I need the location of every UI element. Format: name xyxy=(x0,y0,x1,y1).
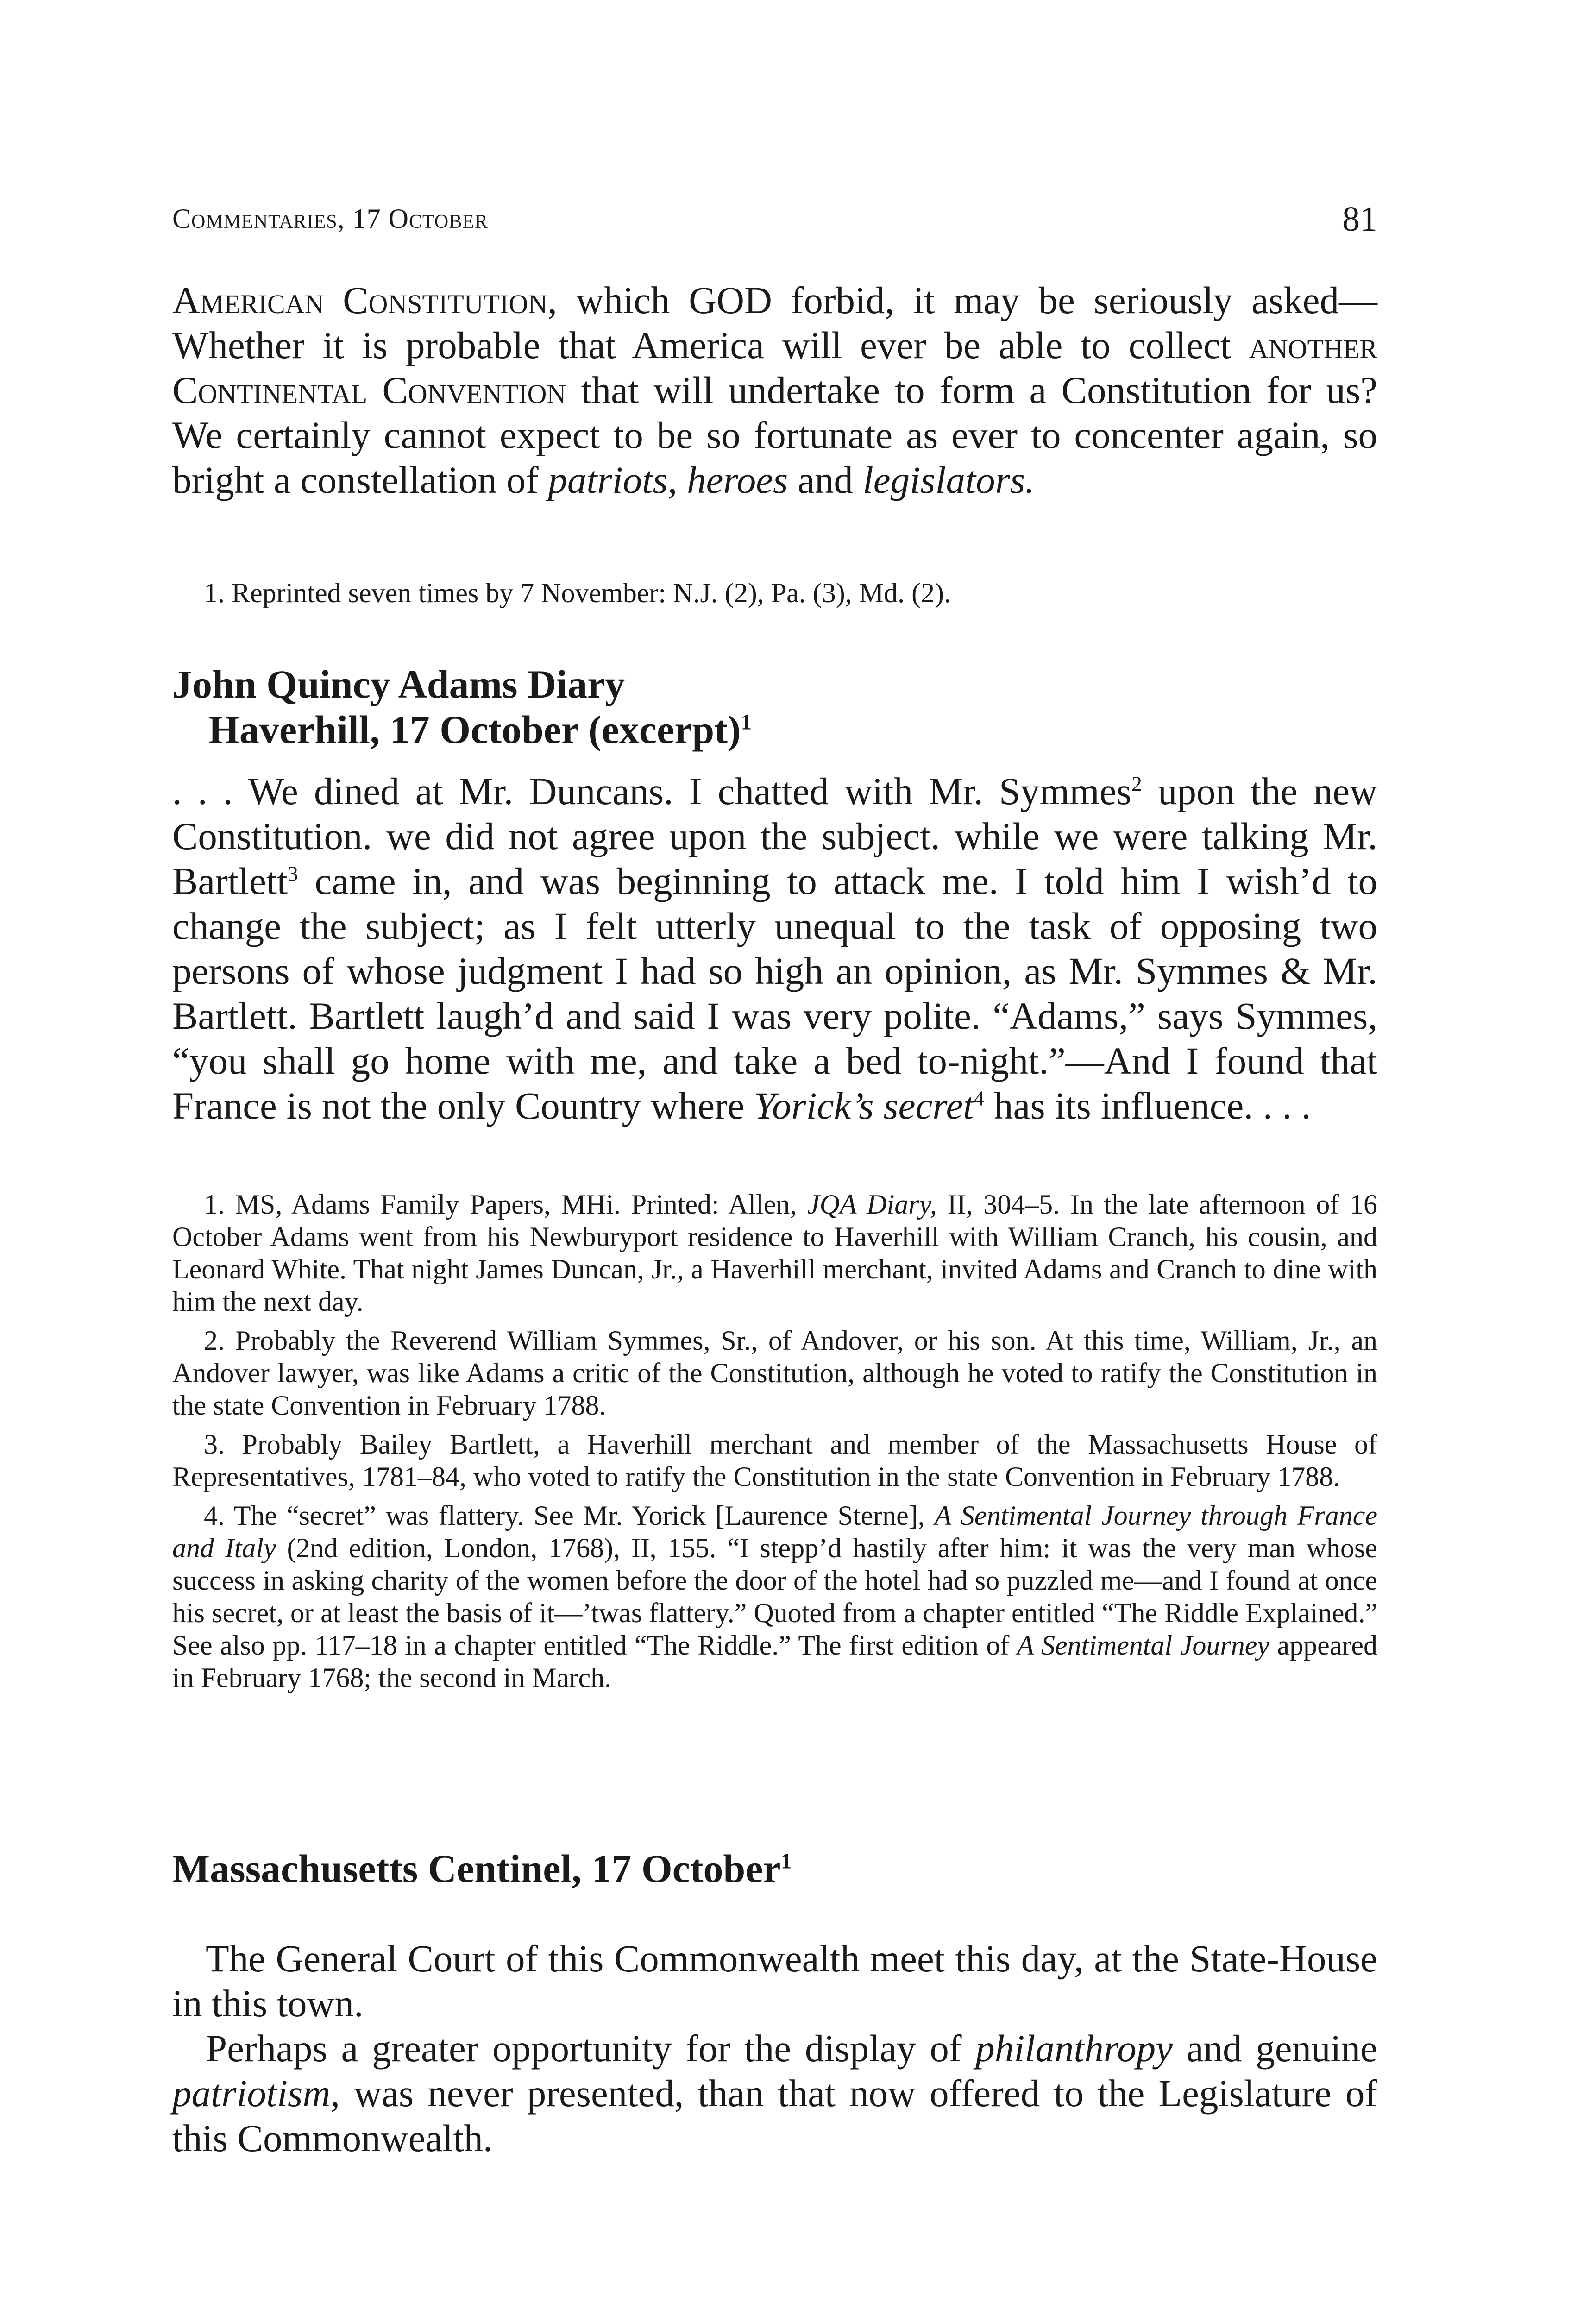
paragraph-text: was never presented, than that now offered to the Legislature of this Commonwealth. xyxy=(172,2072,1377,2159)
running-head xyxy=(172,200,1377,245)
footnote-ref: 2 xyxy=(1131,772,1142,796)
running-head-title: Commentaries, 17 October xyxy=(172,203,488,234)
paragraph-text: and xyxy=(788,459,863,501)
heading-text: Haverhill, 17 October (excerpt) xyxy=(208,707,741,752)
paragraph-text: Perhaps a greater opportunity for the display of xyxy=(206,2027,976,2070)
footnotes xyxy=(172,1188,1377,1694)
page-number: 81 xyxy=(1342,200,1377,239)
paragraph-text: and genuine xyxy=(1172,2027,1378,2070)
italic-text: legislators. xyxy=(862,459,1035,501)
paragraph-text: which GOD forbid, it may be seriously asked—Whether it is probable that America will ever be able to collect xyxy=(172,279,1377,366)
section-heading xyxy=(172,1846,1377,1891)
italic-text: patriotism, xyxy=(172,2072,340,2115)
footnote xyxy=(172,1499,1377,1694)
footnote-text: appeared in February 1768; the second in March. xyxy=(172,1630,1377,1693)
heading-line xyxy=(172,707,1377,752)
footnote-ref: 1 xyxy=(780,1849,792,1874)
paragraph-text: that will undertake to form a Constitution for us? We certainly cannot expect to be so fortunate as ever to concenter again, so bright a constellation of xyxy=(172,369,1377,501)
italic-text: Yorick’s secret xyxy=(754,1084,974,1127)
footnote: 3. Probably Bailey Bartlett, a Haverhill merchant and member of the Massachusetts House of Representatives, 1781–84, who voted to ratify the Constitution in the state Convention in February 1788. xyxy=(172,1429,1377,1492)
heading-line: John Quincy Adams Diary xyxy=(172,662,625,706)
small-caps-text: American Constitution, xyxy=(172,279,557,321)
footnote: 1. Reprinted seven times by 7 November: N.J. (2), Pa. (3), Md. (2). xyxy=(204,578,951,608)
paragraph xyxy=(172,2026,1377,2161)
footnote xyxy=(172,1188,1377,1318)
paragraph-text: came in, and was beginning to attack me. I told him I wish’d to change the subject; as I felt utterly unequal to the task of opposing two persons of whose judgment I had so high an opinion, as Mr. Symmes & Mr. Bartlett. Bartlett laugh’d and said I was very polite. “Adams,” says Symmes, “you shall go home with me, and take a bed to-night.”—And I found that France is not the only Country where xyxy=(172,860,1377,1127)
footnote-text: 4. The “secret” was flattery. See Mr. Yorick [Laurence Sterne], xyxy=(204,1500,935,1531)
newspaper-excerpt xyxy=(172,1936,1377,2161)
heading-text: Massachusetts Centinel, 17 October xyxy=(172,1846,781,1891)
italic-text: JQA Diary, xyxy=(807,1189,937,1220)
footnote-ref: 3 xyxy=(287,862,298,886)
continued-paragraph xyxy=(172,278,1377,503)
paragraph-text: has its influence. . . . xyxy=(984,1084,1311,1127)
italic-text: A Sentimental Journey xyxy=(1017,1630,1269,1661)
footnote-text: 1. MS, Adams Family Papers, MHi. Printed: Allen, xyxy=(204,1189,808,1220)
small-caps-text: another Continental Convention xyxy=(172,324,1377,411)
diary-excerpt xyxy=(172,769,1377,1128)
section-heading xyxy=(172,661,1377,752)
italic-text: patriots, heroes xyxy=(548,459,788,501)
footnote: 2. Probably the Reverend William Symmes, Sr., of Andover, or his son. At this time, William, Jr., an Andover lawyer, was like Adams a critic of the Constitution, although he voted to ratify the Constitution in the state Convention in February 1788. xyxy=(172,1325,1377,1421)
paragraph: The General Court of this Commonwealth meet this day, at the State-House in this town. xyxy=(172,1937,1377,2025)
italic-text: A Sentimental Journey through France and Italy xyxy=(172,1500,1377,1563)
footnote-text: II, 304–5. In the late afternoon of 16 October Adams went from his Newburyport residence to Haverhill with William Cranch, his cousin, and Leonard White. That night James Duncan, Jr., a Haverhill merchant, invited Adams and Cranch to dine with him the next day. xyxy=(172,1189,1377,1317)
footnote-ref: 4 xyxy=(974,1086,985,1110)
footnote-text: (2nd edition, London, 1768), II, 155. “I stepp’d hastily after him: it was the very man whose success in asking charity of the women before the door of the hotel had so puzzled me—and I found at once his secret, or at least the basis of it—’twas flattery.” Quoted from a chapter entitled “The Riddle Explained.” See also pp. 117–18 in a chapter entitled “The Riddle.” The first edition of xyxy=(172,1533,1377,1661)
paragraph-text: upon the new Constitution. we did not agree upon the subject. while we were talking Mr. Bartlett xyxy=(172,770,1377,902)
paragraph-text: . . . We dined at Mr. Duncans. I chatted with Mr. Symmes xyxy=(172,770,1131,812)
footnote-ref: 1 xyxy=(741,710,752,735)
italic-text: philanthropy xyxy=(975,2027,1173,2070)
